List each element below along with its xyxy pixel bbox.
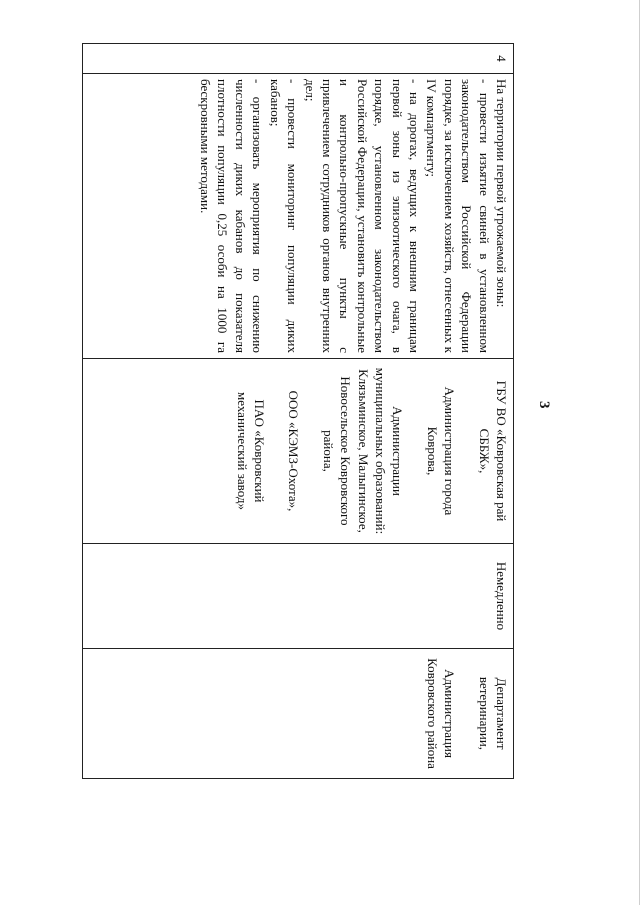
row-number-cell xyxy=(83,44,514,74)
measure-item: - на дорогах, ведущих к внешним границам первой зоны из эпизоотического очага, в порядке, установленном законодательством Российской Федерации, установить контрольные и контрольно-пропускные пункты с привлечением сотрудников органов внутренних дел; xyxy=(302,79,422,353)
measure-item: - организовать мероприятия по снижению численности диких кабанов до показателя плотности популяции 0,25 особи на 1000 га бескровными методами. xyxy=(198,79,266,353)
deadline: Немедленно xyxy=(494,561,509,631)
controller: Департамент ветеринарии, xyxy=(476,676,509,751)
executor: ООО «КЭМЗ-Охота», xyxy=(286,390,302,512)
row-number: 4 xyxy=(494,55,509,62)
executor: ГБУ ВО «Ковровская рай СББЖ», xyxy=(476,380,509,522)
page-number: 3 xyxy=(536,401,552,409)
measure-item: - провести изъятие свиней в установленном законодательством Российской Федерации порядке, за исключением хозяйств, отнесенных к IV компартменту; xyxy=(424,79,492,353)
table-row xyxy=(83,44,514,779)
measures-cell xyxy=(83,74,514,359)
executors-cell xyxy=(83,359,514,544)
control-cell xyxy=(83,649,514,779)
executor: Администрации муниципальных образований: Клязьминское, Малыгинское, Новосельское Ковровского района, xyxy=(320,367,406,535)
executor: ПАО «Ковровский механический завод» xyxy=(234,392,267,510)
measures-table xyxy=(82,43,514,779)
measure-item: - провести мониторинг популяции диких кабанов; xyxy=(267,79,301,353)
rotated-page xyxy=(82,43,557,778)
controller: Администрация Ковровского района xyxy=(424,658,458,769)
executor: Администрация города Коврова, xyxy=(424,386,458,516)
measures-heading: На территории первой угрожаемой зоны: xyxy=(494,79,509,308)
deadline-cell xyxy=(83,544,514,649)
